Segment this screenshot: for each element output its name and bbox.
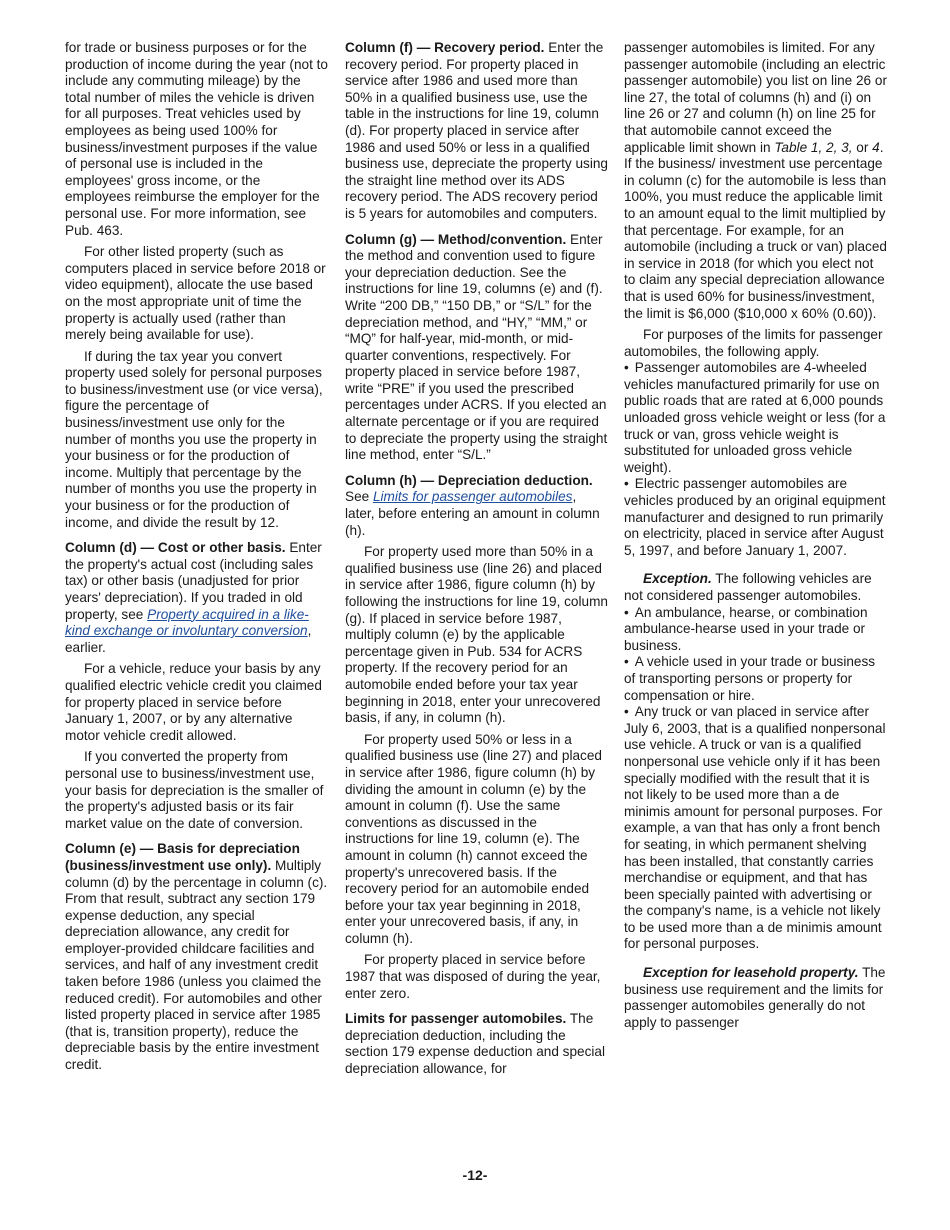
paragraph: For property used more than 50% in a qualified business use (line 26) and placed in service after 1986, figure column (h) by following the instructions for line 19, column (g). If placed in service before 1987, multiply column (e) by the applicable percentage given in Pub. 534 for ACRS property. If the recovery period for an automobile ended before your tax year beginning in 2018, enter your unrecovered basis, if any, in column (h).	[345, 544, 608, 726]
paragraph: For property used 50% or less in a qualified business use (line 27) and placed in service after 1986, figure column (h) by dividing the amount in column (e) by the amount in column (f). Use the same conventions as discussed in the instructions for line 19, column (e). The amount in column (h) cannot exceed the property's unrecovered basis. If the recovery period for an automobile ended before your tax year beginning in 2018, enter your unrecovered basis, if any, in column (h).	[345, 731, 602, 946]
bullet-item	[624, 360, 887, 476]
column-g-section	[345, 232, 608, 464]
left-column	[65, 40, 328, 1079]
property-acquired-link[interactable]: Property acquired in a like-kind exchange or involuntary conversion	[65, 606, 309, 639]
bullet-item	[624, 704, 887, 953]
paragraph: For property placed in service before 1987 that was disposed of during the year, enter zero.	[345, 952, 601, 1001]
bullet-text: • Passenger automobiles are 4-wheeled vehicles manufactured primarily for use on public roads that are rated at 6,000 pounds unloaded gross vehicle weight or less (for a truck or van, gross vehicle weight is substituted for unloaded gross vehicle weight).	[624, 360, 887, 476]
right-column	[624, 40, 887, 1036]
paragraph: for trade or business purposes or for the production of income during the year (not to include any commuting mileage) by the total number of miles the vehicle is driven for all purposes. Treat vehicles used by employees as being used 100% for business/investment purposes if the value of personal use is included in the employees' gross income, or the employees reimburse the employer for the personal use. For more information, see Pub. 463.	[65, 40, 328, 238]
paragraph-text: , later, before entering an amount in column (h).	[345, 489, 600, 538]
exception-heading: Exception.	[643, 571, 712, 587]
column-e-section	[65, 841, 328, 1073]
paragraph-text: Enter the method and convention used to figure your depreciation deduction. See the instructions for line 19, columns (e) and (f). Write “200 DB,” “150 DB,” or “S/L” for the depreciation method, and “HY,” “MM,” or “MQ” for half-year, mid-month, or mid-quarter conventions, respectively. For property placed in service before 1987, write “PRE” if you used the prescribed percentages under ACRS. If you elected an alternate percentage or if you are required to depreciate the property using the straight line method, enter “S/L.”	[345, 231, 608, 463]
table-reference: Table 1, 2, 3,	[774, 139, 853, 155]
column-h-section	[345, 473, 608, 539]
limits-heading: Limits for passenger automobiles.	[345, 1011, 567, 1027]
limits-section	[345, 1011, 608, 1077]
middle-column	[345, 40, 608, 1083]
paragraph	[624, 40, 887, 322]
table-reference: 4	[872, 139, 880, 155]
bullet-text: • Any truck or van placed in service after July 6, 2003, that is a qualified nonpersonal use vehicle. A truck or van is a qualified nonpersonal use vehicle only if it has been specially modified with the result that it is not likely to be used more than a de minimis amount for personal purposes. For example, a van that has only a front bench for seating, in which permanent shelving has been installed, that constantly carries merchandise or equipment, and that has been specially painted with advertising or the company's name, is a vehicle not likely to be used more than a de minimis amount for personal purposes.	[624, 704, 887, 953]
column-f-section	[345, 40, 608, 223]
column-f-heading: Column (f) — Recovery period.	[345, 40, 545, 55]
bullet-item	[624, 605, 887, 655]
bullet-item	[624, 654, 887, 704]
bullet-text: • An ambulance, hearse, or combination ambulance-hearse used in your trade or business.	[624, 605, 887, 655]
paragraph: For purposes of the limits for passenger automobiles, the following apply.	[624, 327, 883, 359]
column-d-section	[65, 540, 328, 656]
paragraph: For other listed property (such as computers placed in service before 2018 or video equipment), allocate the use based on the most appropriate unit of time the property is actually used (rather than merely being available for use).	[65, 244, 326, 343]
exception-section	[624, 571, 887, 604]
paragraph-text: or	[856, 139, 869, 155]
paragraph-text: Enter the recovery period. For property placed in service after 1986 and used more than 50% in a qualified business use, use the table in the instructions for line 19, column (d). For property placed in service after 1986 and used 50% or less in a qualified business use, depreciate the property using the straight line method over its ADS recovery period. The ADS recovery period is 5 years for automobiles and computers.	[345, 40, 608, 221]
paragraph-text: The depreciation deduction, including the section 179 expense deduction and special depreciation allowance, for	[345, 1011, 605, 1077]
paragraph-text: passenger automobiles is limited. For any passenger automobile (including an electric passenger automobile) you list on line 26 or line 27, the total of columns (h) and (i) on line 26 or 27 and column (h) on line 25 for that automobile cannot exceed the applicable limit shown in	[624, 40, 887, 155]
page-number: -12-	[462, 1167, 488, 1183]
limits-passenger-automobiles-link[interactable]: Limits for passenger automobiles	[372, 489, 573, 505]
leasehold-section	[624, 965, 887, 1031]
column-h-heading: Column (h) — Depreciation deduction.	[345, 472, 593, 488]
paragraph: If you converted the property from personal use to business/investment use, your basis for depreciation is the smaller of the property's adjusted basis or its fair market value on the date of conversion.	[65, 749, 324, 831]
paragraph-text: , earlier.	[65, 623, 312, 655]
paragraph-text: Enter the property's actual cost (including sales tax) or other basis (unadjusted for prior years' depreciation). If you traded in old property, see	[65, 540, 322, 622]
paragraph-text: Multiply column (d) by the percentage in column (c). From that result, subtract any section 179 expense deduction, any special depreciation allowance, any credit for employer-provided childcare facilities and services, and half of any investment credit taken before 1986 (unless you claimed the reduced credit). For automobiles and other listed property placed in service after 1985 (that is, transition property), reduce the depreciable basis by the entire investment credit.	[65, 857, 328, 1073]
bullet-text: • A vehicle used in your trade or business of transporting persons or property for compensation or hire.	[624, 654, 887, 704]
bullet-item	[624, 476, 887, 559]
leasehold-heading: Exception for leasehold property.	[643, 965, 859, 981]
bullet-text: • Electric passenger automobiles are vehicles produced by an original equipment manufacturer and designed to run primarily on electricity, placed in service after August 5, 1997, and before January 1, 2007.	[624, 476, 887, 559]
paragraph-text: See	[345, 489, 370, 505]
paragraph: For a vehicle, reduce your basis by any qualified electric vehicle credit you claimed for property placed in service before January 1, 2007, or by any alternative motor vehicle credit allowed.	[65, 661, 322, 743]
column-e-heading: Column (e) — Basis for depreciation (business/investment use only).	[65, 841, 300, 873]
paragraph-text: The following vehicles are not considered passenger automobiles.	[624, 571, 872, 603]
column-d-heading: Column (d) — Cost or other basis.	[65, 540, 286, 556]
paragraph-text: . If the business/ investment use percentage in column (c) for the automobile is less than 100%, you must reduce the applicable limit to an amount equal to the limit multiplied by that percentage. For example, for an automobile (including a truck or van) placed in service in 2018 (for which you elect not to claim any special depreciation allowance that is used 60% for business/investment, the limit is $6,000 ($10,000 x 60% (0.60)).	[624, 139, 887, 321]
paragraph: If during the tax year you convert property used solely for personal purposes to business/investment use (or vice versa), figure the percentage of business/investment use only for the number of months you use the property in your business or for the production of income. Multiply that percentage by the number of months you use the property in your business or for the production of income, and divide the result by 12.	[65, 348, 323, 530]
paragraph-text: The business use requirement and the limits for passenger automobiles generally do not apply to passenger	[624, 965, 886, 1030]
column-g-heading: Column (g) — Method/convention.	[345, 231, 567, 247]
